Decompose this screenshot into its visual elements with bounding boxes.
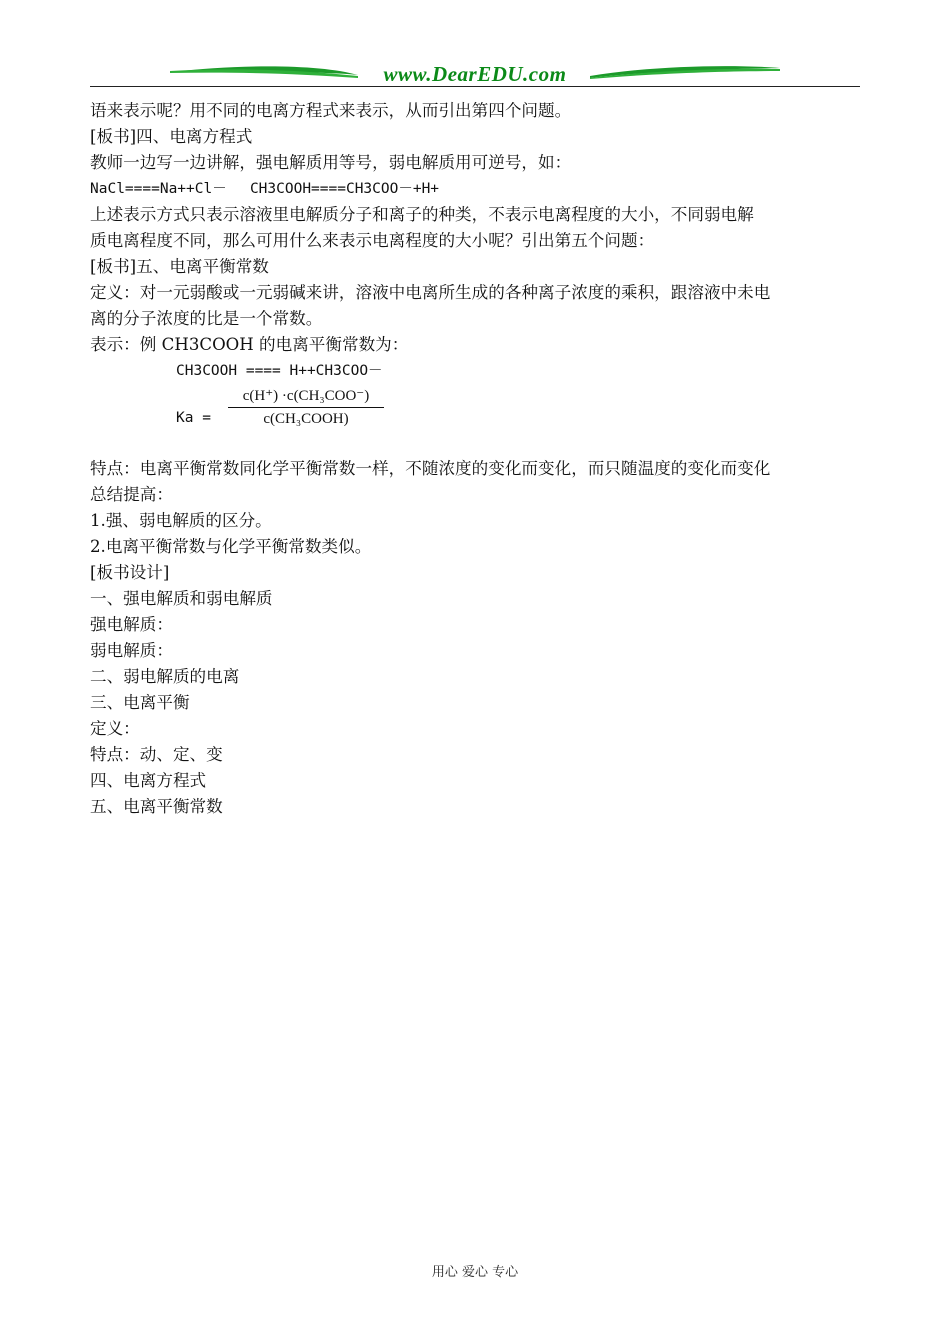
text-line: 定义： [90, 719, 140, 738]
text-line: 五、电离平衡常数 [90, 797, 223, 816]
text-line: 总结提高： [90, 485, 173, 504]
ka-formula-block [90, 358, 862, 456]
text-line: 二、弱电解质的电离 [90, 667, 240, 686]
text-line: 语来表示呢？用不同的电离方程式来表示，从而引出第四个问题。 [90, 101, 572, 120]
equation-line: NaCl====Na++Cl－ CH3COOH====CH3COO－+H+ [90, 181, 440, 197]
header-divider [90, 86, 860, 87]
text-line: 质电离程度不同，那么可用什么来表示电离程度的大小呢？引出第五个问题： [90, 231, 655, 250]
text-line: 表示：例 CH3COOH 的电离平衡常数为： [90, 335, 409, 354]
text-line: [板书设计] [90, 563, 170, 582]
text-line: [板书]五、电离平衡常数 [90, 257, 269, 276]
text-line: 2.电离平衡常数与化学平衡常数类似。 [90, 537, 372, 556]
text-line: 特点：动、定、变 [90, 745, 223, 764]
text-line: 教师一边写一边讲解，强电解质用等号，弱电解质用可逆号，如： [90, 153, 572, 172]
ka-numerator: c(H⁺) ·c(CH₃COO⁻) [228, 386, 384, 408]
equilibrium-equation: CH3COOH ==== H++CH3COO－ [176, 363, 383, 379]
text-line: 上述表示方式只表示溶液里电解质分子和离子的种类，不表示电离程度的大小，不同弱电解 [90, 205, 754, 224]
text-line: 特点：电离平衡常数同化学平衡常数一样，不随浓度的变化而变化，而只随温度的变化而变化 [90, 459, 771, 478]
text-line: 一、强电解质和弱电解质 [90, 589, 273, 608]
text-line: [板书]四、电离方程式 [90, 127, 253, 146]
text-line: 三、电离平衡 [90, 693, 190, 712]
text-line: 定义：对一元弱酸或一元弱碱来讲，溶液中电离所生成的各种离子浓度的乘积，跟溶液中未电 [90, 283, 771, 302]
text-line: 离的分子浓度的比是一个常数。 [90, 309, 323, 328]
site-logo-text: www.DearEDU.com [383, 62, 567, 86]
ka-fraction [228, 386, 384, 428]
text-line: 1.强、弱电解质的区分。 [90, 511, 272, 530]
document-body [90, 98, 862, 820]
text-line: 弱电解质： [90, 641, 173, 660]
ka-denominator: c(CH₃COOH) [263, 411, 349, 427]
text-line: 强电解质： [90, 615, 173, 634]
page-footer: 用心 爱心 专心 [431, 1265, 519, 1280]
text-line: 四、电离方程式 [90, 771, 207, 790]
ka-label: Ka = [176, 410, 211, 426]
